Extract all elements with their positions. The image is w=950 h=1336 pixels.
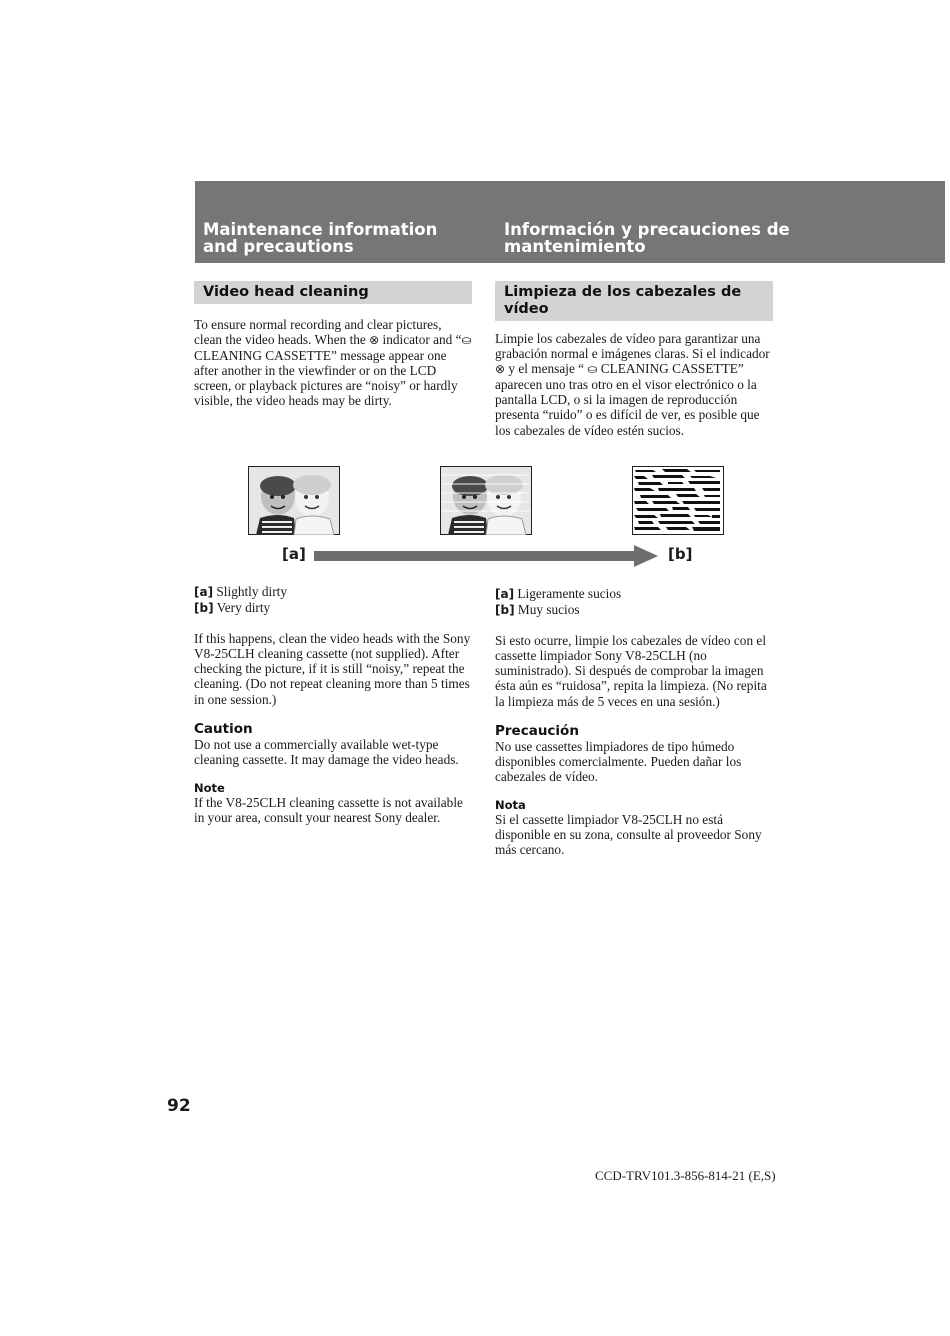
arrow-dirtiness-scale (314, 544, 659, 568)
cassette-icon: ⛀ (587, 362, 598, 377)
indicator-icon: ⊗ (495, 362, 506, 377)
cleaning-paragraph-es: Si esto ocurre, limpie los cabezales de vídeo con el cassette limpiador Sony V8-25CLH (no suministrado). Si después de comprobar la imagen ésta aún es “ruidosa”, repita la limpieza. (No repita la limpieza más de 5 veces en una sesión.) (495, 633, 767, 709)
note-heading-es: Nota (495, 797, 526, 812)
children-photo-clean (248, 466, 340, 535)
section-title-es: Limpieza de los cabezales de vídeo (495, 281, 773, 321)
page-title-en: Maintenance information and precautions (203, 220, 438, 256)
spanish-intro (495, 281, 773, 438)
english-intro (194, 281, 472, 409)
cassette-icon: ⛀ (461, 333, 472, 348)
arrow-head (634, 545, 658, 567)
clean-playback-picture (248, 466, 340, 540)
caution-heading-en: Caution (194, 720, 253, 737)
intro-text-en: To ensure normal recording and clear pictures, clean the video heads. When the ⊗ indicator and “⛀ CLEANING CASSETTE” message appear one after another in the viewfinder or on the LCD screen, or playback pictures are “noisy” or hardly visible, the video heads may be dirty. (194, 317, 472, 409)
cleaning-paragraph-en: If this happens, clean the video heads with the Sony V8-25CLH cleaning cassette (not supplied). After checking the picture, if it is still “noisy,” repeat the cleaning. (Do not repeat cleaning more than 5 times in one session.) (194, 631, 471, 707)
note-text-es: Si el cassette limpiador V8-25CLH no está disponible en su zona, consulte al proveedor Sony más cercano. (495, 811, 762, 858)
document-code: CCD-TRV101.3-856-814-21 (E,S) (595, 1168, 776, 1183)
indicator-icon: ⊗ (369, 333, 380, 348)
label-b: [b] (668, 545, 693, 563)
legend-a-es: [a] Ligeramente sucios (495, 586, 622, 601)
arrow-shaft (314, 551, 636, 561)
spanish-details (495, 586, 773, 857)
caution-text-es: No use cassettes limpiadores de tipo húmedo disponibles comercialmente. Pueden dañar los cabezales de vídeo. (495, 738, 742, 784)
very-dirty-picture (632, 466, 724, 540)
note-heading-en: Note (194, 780, 225, 795)
page-number: 92 (167, 1096, 191, 1116)
legend-a-en: [a] Slightly dirty (194, 584, 287, 599)
legend-b-en: [b] Very dirty (194, 600, 271, 616)
english-details (194, 584, 472, 825)
intro-text-es: Limpie los cabezales de vídeo para garantizar una grabación normal e imágenes claras. Si el indicador ⊗ y el mensaje “ ⛀ CLEANING CASSETTE” aparecen uno tras otro en el visor electrónico o la pantalla LCD, o si la imagen de reproducción presenta “ruido” o es difícil de ver, es posible que los cabezales de vídeo estén sucios. (495, 331, 770, 438)
children-photo-lines (440, 466, 532, 535)
noise-pattern (632, 466, 724, 535)
label-a: [a] (282, 545, 306, 563)
note-text-en: If the V8-25CLH cleaning cassette is not available in your area, consult your nearest Sony dealer. (194, 794, 463, 825)
caution-text-en: Do not use a commercially available wet-type cleaning cassette. It may damage the video heads. (194, 736, 459, 767)
slightly-dirty-picture (440, 466, 532, 540)
legend-b-es: [b] Muy sucios (495, 602, 580, 618)
page-title-es: Información y precauciones de mantenimiento (504, 220, 790, 256)
caution-heading-es: Precaución (495, 722, 579, 739)
section-title-en: Video head cleaning (194, 281, 472, 304)
section-banner (195, 181, 945, 263)
